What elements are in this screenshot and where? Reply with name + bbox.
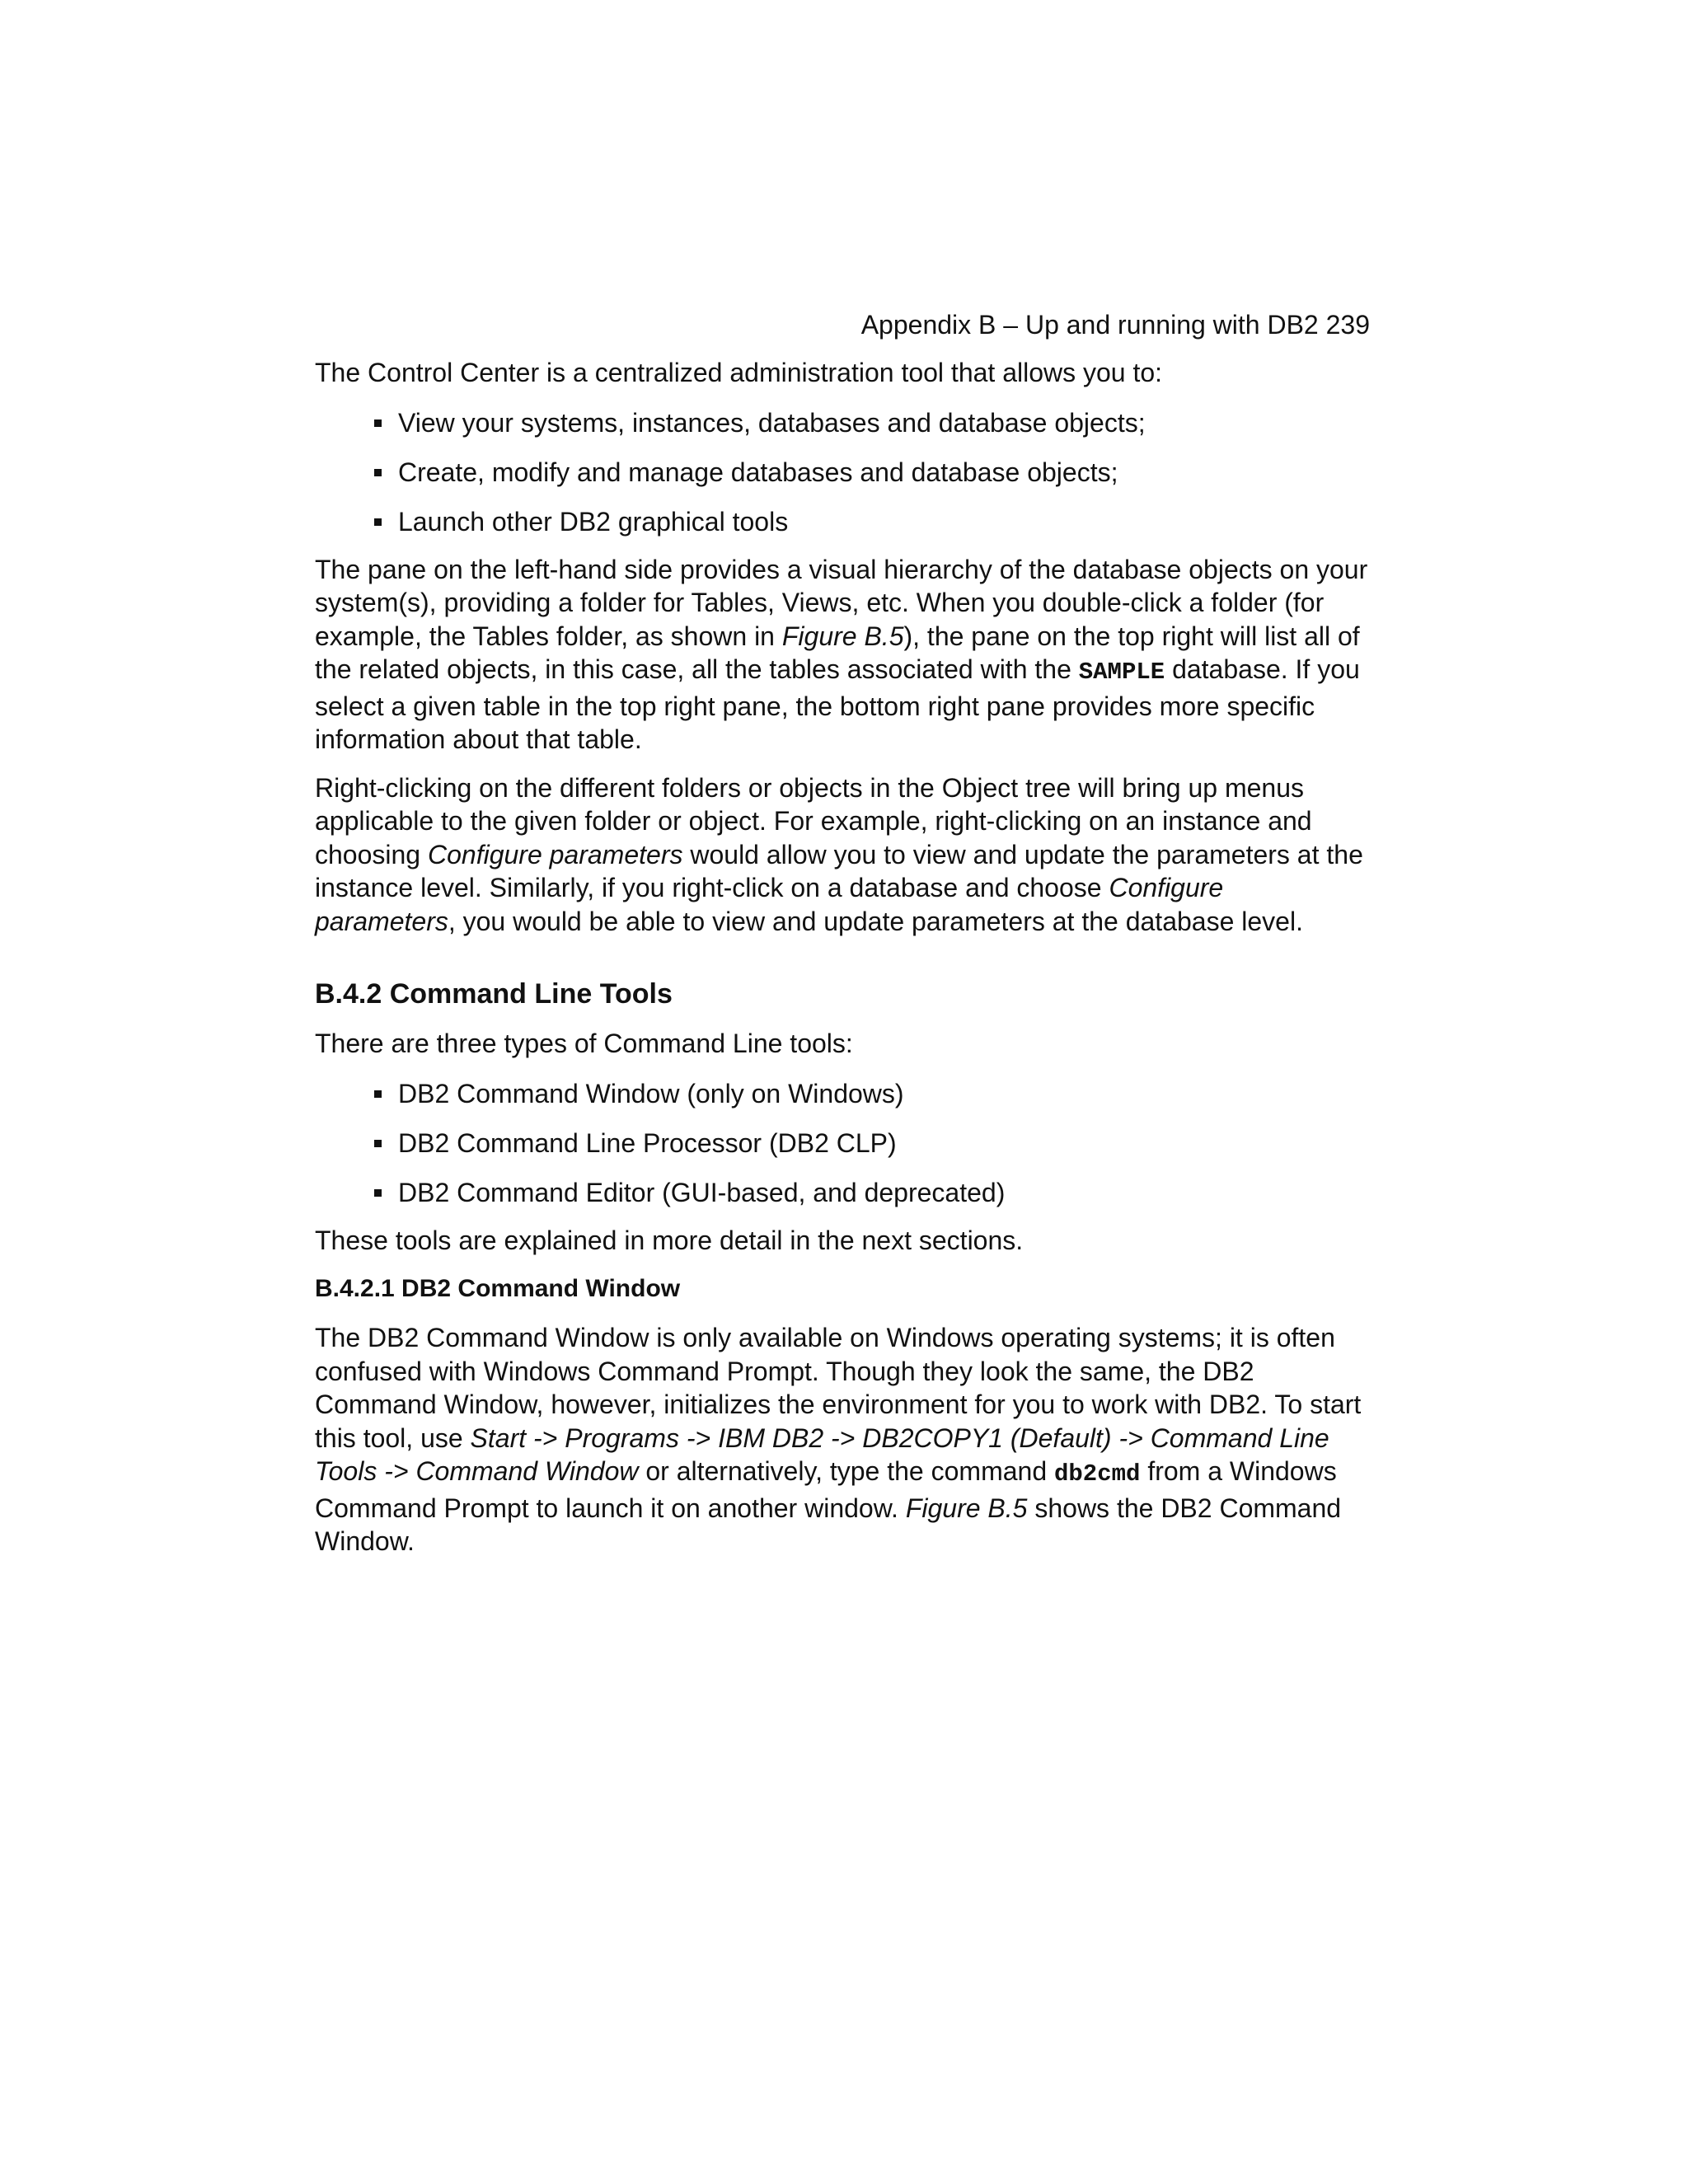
list-item xyxy=(315,1176,1370,1209)
list-item xyxy=(315,1077,1370,1110)
list-item xyxy=(315,456,1370,489)
list-item xyxy=(315,1127,1370,1160)
subsection-heading: B.4.2.1 DB2 Command Window xyxy=(315,1275,681,1302)
bullet-square-icon xyxy=(374,1189,382,1197)
command-line-tools-bullet-list xyxy=(315,1077,1370,1209)
bullet-square-icon xyxy=(374,1140,382,1147)
pane-hierarchy-paragraph xyxy=(315,553,1370,757)
menu-option-name: Configure parameters xyxy=(427,839,683,869)
database-name-code: SAMPLE xyxy=(1078,658,1165,686)
control-center-bullet-list xyxy=(315,406,1370,538)
list-item-text: DB2 Command Editor (GUI-based, and deprecated) xyxy=(398,1177,1006,1207)
paragraph-text: The pane on the left-hand side provides a visual hierarchy of the database objects on your system(s), providing a folder for Tables, Views, etc. When you double-click a folder (for example, the Tables folder, as shown in xyxy=(315,554,1368,651)
paragraph-text: or alternatively, type the command xyxy=(638,1456,1054,1486)
paragraph-text: from a Windows Command Prompt to launch it on another window. xyxy=(315,1456,1337,1523)
menu-path: Start -> Programs -> IBM DB2 -> DB2COPY1 (Default) -> Command Line Tools -> Command Window xyxy=(315,1422,1329,1486)
command-code: db2cmd xyxy=(1054,1460,1141,1488)
running-header: Appendix B – Up and running with DB2 239 xyxy=(860,310,1370,340)
list-item-text: DB2 Command Window (only on Windows) xyxy=(398,1078,904,1108)
paragraph-text: Right-clicking on the different folders or objects in the Object tree will bring up menus applicable to the given folder or object. For example, right-clicking on an instance and choosing xyxy=(315,772,1312,869)
paragraph-text: would allow you to view and update the parameters at the instance level. Similarly, if you right-click on a database and choose xyxy=(315,839,1363,902)
section-heading: B.4.2 Command Line Tools xyxy=(315,978,673,1010)
command-line-tools-outro: These tools are explained in more detail in the next sections. xyxy=(315,1225,1024,1255)
paragraph-text: ), the pane on the top right will list all of the related objects, in this case, all the tables associated with the xyxy=(315,621,1360,684)
bullet-square-icon xyxy=(374,1090,382,1098)
control-center-intro: The Control Center is a centralized administration tool that allows you to: xyxy=(315,358,1163,387)
paragraph-text: database. If you select a given table in the top right pane, the bottom right pane provides more specific information about that table. xyxy=(315,654,1360,754)
command-window-paragraph xyxy=(315,1321,1370,1558)
document-page xyxy=(315,307,1370,1558)
right-click-paragraph xyxy=(315,771,1370,939)
list-item-text: View your systems, instances, databases and database objects; xyxy=(398,407,1146,438)
bullet-square-icon xyxy=(374,419,382,427)
paragraph-text: shows the DB2 Command Window. xyxy=(315,1493,1342,1556)
bullet-square-icon xyxy=(374,469,382,476)
command-line-tools-intro: There are three types of Command Line tools: xyxy=(315,1029,853,1058)
list-item-text: Create, modify and manage databases and database objects; xyxy=(398,457,1118,487)
paragraph-text: , you would be able to view and update parameters at the database level. xyxy=(448,906,1303,936)
list-item xyxy=(315,505,1370,538)
paragraph-text: The DB2 Command Window is only available on Windows operating systems; it is often confused with Windows Command Prompt. Though they look the same, the DB2 Command Window, however, initializes the environment for you to work with DB2. To start this tool, use xyxy=(315,1323,1362,1453)
figure-reference: Figure B.5 xyxy=(781,621,904,651)
list-item-text: Launch other DB2 graphical tools xyxy=(398,506,789,537)
list-item xyxy=(315,406,1370,439)
menu-option-name: Configure parameters xyxy=(315,873,1224,936)
bullet-square-icon xyxy=(374,518,382,526)
list-item-text: DB2 Command Line Processor (DB2 CLP) xyxy=(398,1127,897,1158)
figure-reference: Figure B.5 xyxy=(905,1493,1028,1523)
